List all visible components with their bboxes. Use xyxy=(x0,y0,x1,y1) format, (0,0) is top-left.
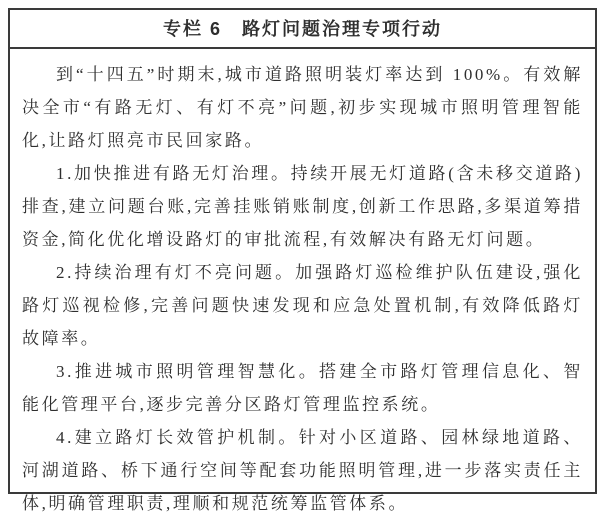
column-box-panel xyxy=(8,8,597,513)
panel-title: 专栏 6 路灯问题治理专项行动 xyxy=(10,10,595,49)
panel-body xyxy=(10,49,595,526)
paragraph-task-4-long-term-mechanism: 4.建立路灯长效管护机制。针对小区道路、园林绿地道路、河湖道路、桥下通行空间等配套功能照明管理,进一步落实责任主体,明确管理职责,理顺和规范统筹监管体系。 xyxy=(22,428,583,513)
paragraph-task-3-smart-management: 3.推进城市照明管理智慧化。搭建全市路灯管理信息化、智能化管理平台,逐步完善分区路灯管理监控系统。 xyxy=(22,362,583,414)
paragraph-goal-overview: 到“十四五”时期末,城市道路照明装灯率达到 100%。有效解决全市“有路无灯、有灯不亮”问题,初步实现城市照明管理智能化,让路灯照亮市民回家路。 xyxy=(22,65,583,150)
paragraph-task-2-lights-not-bright: 2.持续治理有灯不亮问题。加强路灯巡检维护队伍建设,强化路灯巡视检修,完善问题快速发现和应急处置机制,有效降低路灯故障率。 xyxy=(22,263,583,348)
paragraph-task-1-roads-without-lights: 1.加快推进有路无灯治理。持续开展无灯道路(含未移交道路)排查,建立问题台账,完善挂账销账制度,创新工作思路,多渠道筹措资金,简化优化增设路灯的审批流程,有效解决有路无灯问题。 xyxy=(22,164,583,249)
